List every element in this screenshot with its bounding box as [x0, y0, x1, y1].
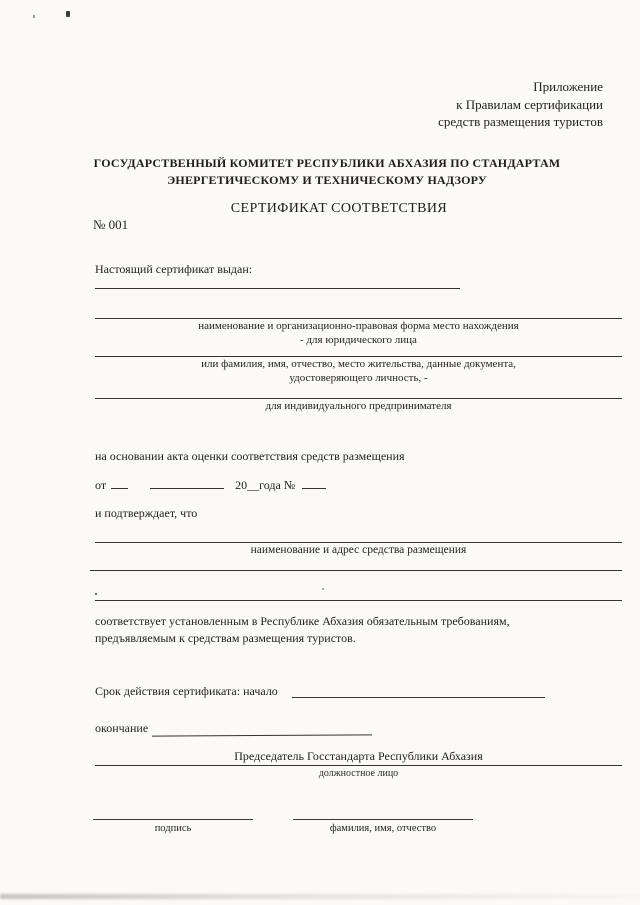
- official-caption: должностное лицо: [318, 768, 399, 779]
- certificate-title: СЕРТИФИКАТ СООТВЕТСТВИЯ: [230, 201, 448, 216]
- accommodation-field-line: [90, 570, 622, 571]
- scan-speck: [95, 593, 97, 595]
- official-title-text: Председатель Госстандарта Республики Абхазия: [234, 749, 483, 763]
- accommodation-field: [95, 542, 622, 558]
- act-date-line: [95, 476, 326, 493]
- conformity-statement: [95, 613, 605, 647]
- full-name-field: [293, 819, 473, 834]
- basis-text: на основании акта оценки соответствия средств размещения: [95, 449, 405, 463]
- annex-line: средств размещения туристов: [438, 114, 603, 129]
- annex-line: к Правилам сертификации: [456, 96, 603, 112]
- scan-speck: [66, 11, 70, 17]
- annex-line: Приложение: [533, 79, 603, 94]
- legal-entity-field: [95, 318, 622, 347]
- accommodation-field-line: [95, 600, 622, 601]
- scan-speck: [33, 15, 35, 18]
- official-title-line: [95, 749, 622, 766]
- field-caption: для индивидуального предпринимателя: [265, 400, 452, 412]
- signature-caption: подпись: [154, 823, 192, 834]
- issued-to-field-line: [95, 288, 460, 289]
- scan-edge-artifact: [0, 894, 640, 899]
- individual-field: [95, 356, 622, 385]
- committee-line: ЭНЕРГЕТИЧЕСКОМУ И ТЕХНИЧЕСКОМУ НАДЗОРУ: [167, 173, 487, 187]
- certificate-number: № 001: [93, 217, 129, 232]
- committee-line: ГОСУДАРСТВЕННЫЙ КОМИТЕТ РЕСПУБЛИКИ АБХАЗИЯ ПО СТАНДАРТАМ: [93, 156, 561, 170]
- conformity-line: соответствует установленным в Республике Абхазия обязательным требованиям,: [95, 614, 510, 628]
- issued-to-label: Настоящий сертификат выдан:: [95, 262, 253, 276]
- month-blank-line: [150, 476, 224, 489]
- conformity-line: предъявляемым к средствам размещения туристов.: [95, 631, 356, 645]
- validity-start-field-line: [292, 697, 545, 698]
- validity-end-label: окончание: [95, 721, 149, 735]
- field-caption: или фамилия, имя, отчество, место жительства, данные документа,: [201, 358, 516, 370]
- field-caption: наименование и адрес средства размещения: [250, 544, 467, 556]
- confirms-text: и подтверждает, что: [95, 506, 198, 520]
- validity-end-field-line: [152, 734, 372, 736]
- signature-field: [93, 819, 253, 834]
- validity-start-label: Срок действия сертификата: начало: [95, 684, 278, 698]
- scan-speck: [322, 588, 324, 590]
- number-blank-line: [302, 476, 326, 489]
- date-from-label: от: [95, 478, 107, 492]
- field-caption: - для юридического лица: [300, 333, 417, 346]
- day-blank-line: [111, 476, 128, 489]
- annex-reference: [438, 78, 603, 131]
- committee-header: [47, 155, 607, 189]
- year-number-label: 20__года №: [235, 478, 296, 492]
- field-caption: наименование и организационно-правовая форма место нахождения: [198, 320, 519, 332]
- entrepreneur-field: [95, 398, 622, 414]
- field-caption: удостоверяющего личность, -: [289, 371, 428, 384]
- full-name-caption: фамилия, имя, отчество: [329, 823, 437, 834]
